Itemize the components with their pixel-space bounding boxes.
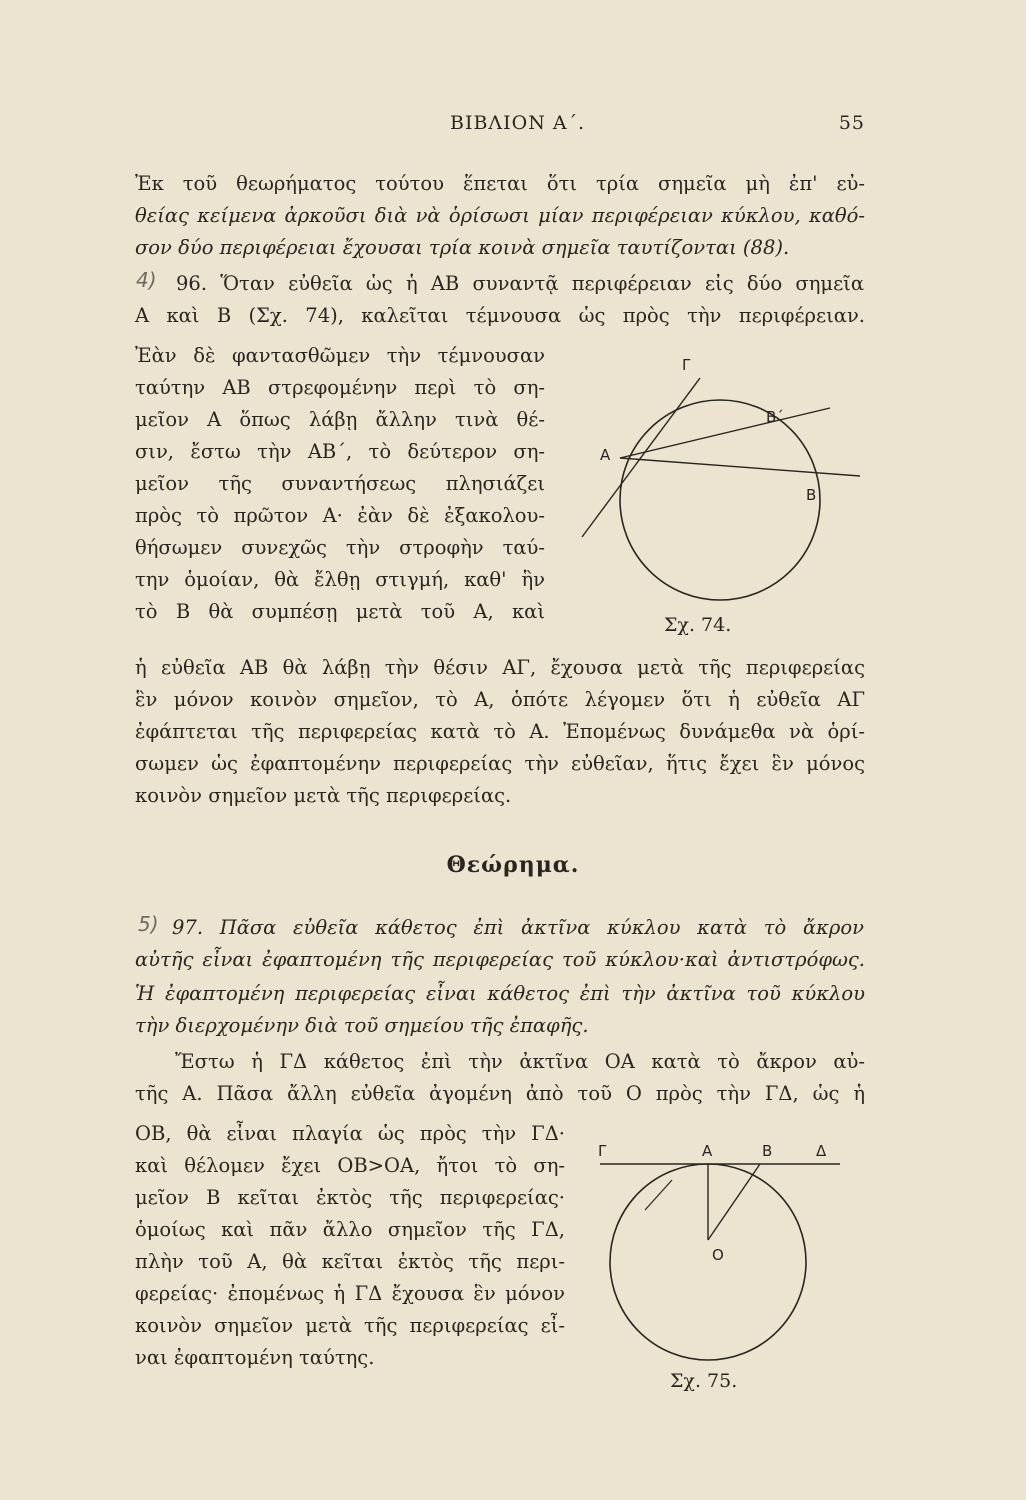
running-header bbox=[130, 112, 865, 142]
s96-wrap-3: μεῖον Α ὅπως λάβῃ ἄλλην τινὰ θέ- bbox=[135, 408, 545, 431]
s96-line-1: 96. Ὅταν εὐθεῖα ὡς ἡ ΑΒ συναντᾷ περιφέρειαν εἰς δύο σημεῖα bbox=[176, 272, 864, 295]
s97-line-5: Ἔστω ἡ ΓΔ κάθετος ἐπὶ τὴν ἀκτῖνα ΟΑ κατὰ τὸ ἄκρον αὐ- bbox=[175, 1050, 865, 1073]
s97-wrap-4: ὁμοίως καὶ πᾶν ἄλλο σημεῖον τῆς ΓΔ, bbox=[135, 1218, 565, 1241]
fig74-label-B: Β bbox=[806, 486, 817, 504]
s96-after-3: ἐφάπτεται τῆς περιφερείας κατὰ τὸ Α. Ἐπομένως δυνάμεθα νὰ ὁρί- bbox=[135, 720, 865, 743]
page-number: 55 bbox=[838, 112, 865, 134]
s96-wrap-4: σιν, ἔστω τὴν ΑΒ΄, τὸ δεύτερον ση- bbox=[135, 440, 545, 463]
fig74-label-G: Γ bbox=[682, 356, 691, 374]
s96-wrap-2: ταύτην ΑΒ στρεφομένην περὶ τὸ ση- bbox=[135, 376, 545, 399]
s97-wrap-3: μεῖον Β κεῖται ἐκτὸς τῆς περιφερείας· bbox=[135, 1186, 565, 1209]
fig75-caption: Σχ. 75. bbox=[670, 1370, 738, 1392]
s96-after-1: ἡ εὐθεῖα ΑΒ θὰ λάβῃ τὴν θέσιν ΑΓ, ἔχουσα μετὰ τῆς περιφερείας bbox=[135, 656, 865, 679]
fig75-segment-OB bbox=[708, 1164, 760, 1240]
s97-line-3: Ἡ ἐφαπτομένη περιφερείας εἶναι κάθετος ἐπὶ τὴν ἀκτῖνα τοῦ κύκλου bbox=[135, 982, 865, 1005]
s97-line-2: αὐτῆς εἶναι ἐφαπτομένη τῆς περιφερείας τοῦ κύκλου·καὶ ἀντιστρόφως. bbox=[135, 948, 865, 971]
fig74-label-B2: Β΄ bbox=[766, 408, 784, 426]
margin-note-96: 4) bbox=[136, 268, 157, 292]
s96-after-2: ἓν μόνον κοινὸν σημεῖον, τὸ Α, ὁπότε λέγομεν ὅτι ἡ εὐθεῖα ΑΓ bbox=[135, 688, 865, 711]
s97-wrap-7: κοινὸν σημεῖον μετὰ τῆς περιφερείας εἶ- bbox=[135, 1314, 565, 1337]
s97-wrap-1: ΟΒ, θὰ εἶναι πλαγία ὡς πρὸς τὴν ΓΔ· bbox=[135, 1122, 565, 1145]
s96-wrap-9: τὸ Β θὰ συμπέσῃ μετὰ τοῦ Α, καὶ bbox=[135, 600, 545, 623]
fig75-label-B: Β bbox=[762, 1142, 773, 1160]
figure-75 bbox=[590, 1140, 850, 1370]
p1-line-2: θείας κείμενα ἀρκοῦσι διὰ νὰ ὁρίσωσι μίαν περιφέρειαν κύκλου, καθό- bbox=[135, 204, 865, 227]
s97-wrap-5: πλὴν τοῦ Α, θὰ κεῖται ἐκτὸς τῆς περι- bbox=[135, 1250, 565, 1273]
s96-after-4: σωμεν ὡς ἐφαπτομένην περιφερείας τὴν εὐθεῖαν, ἥτις ἔχει ἓν μόνος bbox=[135, 752, 865, 775]
s97-wrap-6: φερείας· ἐπομένως ἡ ΓΔ ἔχουσα ἓν μόνον bbox=[135, 1282, 565, 1305]
fig75-label-A: Α bbox=[702, 1142, 713, 1160]
s97-line-1: 97. Πᾶσα εὐθεῖα κάθετος ἐπὶ ἀκτῖνα κύκλου κατὰ τὸ ἄκρον bbox=[172, 916, 864, 939]
s96-wrap-8: την ὁμοίαν, θὰ ἔλθῃ στιγμή, καθ' ἣν bbox=[135, 568, 545, 591]
fig74-caption: Σχ. 74. bbox=[664, 614, 732, 636]
s96-after-5: κοινὸν σημεῖον μετὰ τῆς περιφερείας. bbox=[135, 784, 512, 807]
fig75-label-D: Δ bbox=[816, 1142, 827, 1160]
fig74-secant-AB2 bbox=[620, 408, 830, 458]
p1-line-3: σον δύο περιφέρειαι ἔχουσαι τρία κοινὰ σημεῖα ταυτίζονται (88). bbox=[135, 236, 790, 259]
s96-wrap-6: πρὸς τὸ πρῶτον Α· ἐὰν δὲ ἐξακολου- bbox=[135, 504, 545, 527]
figure-74 bbox=[560, 340, 860, 640]
fig75-label-O: Ο bbox=[712, 1246, 724, 1264]
theorem-heading: Θεώρημα. bbox=[446, 852, 580, 878]
fig74-circle bbox=[620, 400, 820, 600]
s97-line-6: τῆς Α. Πᾶσα ἄλλη εὐθεῖα ἀγομένη ἀπὸ τοῦ Ο πρὸς τὴν ΓΔ, ὡς ἡ bbox=[135, 1082, 865, 1105]
margin-note-97: 5) bbox=[138, 912, 159, 936]
fig74-secant-AB bbox=[620, 458, 860, 476]
s97-wrap-8: ναι ἐφαπτομένη ταύτης. bbox=[135, 1346, 375, 1369]
s97-wrap-2: καὶ θέλομεν ἔχει ΟΒ>ΟΑ, ἤτοι τὸ ση- bbox=[135, 1154, 565, 1177]
fig75-label-G: Γ bbox=[598, 1142, 607, 1160]
header-title: ΒΙΒΛΙΟΝ Α΄. bbox=[450, 112, 586, 134]
s96-line-2: Α καὶ Β (Σχ. 74), καλεῖται τέμνουσα ὡς πρὸς τὴν περιφέρειαν. bbox=[135, 304, 865, 327]
s96-wrap-1: Ἐὰν δὲ φαντασθῶμεν τὴν τέμνουσαν bbox=[135, 344, 545, 367]
fig74-label-A: Α bbox=[600, 446, 611, 464]
p1-line-1: Ἐκ τοῦ θεωρήματος τούτου ἕπεται ὅτι τρία σημεῖα μὴ ἐπ' εὐ- bbox=[135, 172, 865, 195]
s96-wrap-7: θήσωμεν συνεχῶς τὴν στροφὴν ταύ- bbox=[135, 536, 545, 559]
s96-wrap-5: μεῖον τῆς συναντήσεως πλησιάζει bbox=[135, 472, 545, 495]
s97-line-4: τὴν διερχομένην διὰ τοῦ σημείου τῆς ἐπαφῆς. bbox=[135, 1014, 589, 1037]
